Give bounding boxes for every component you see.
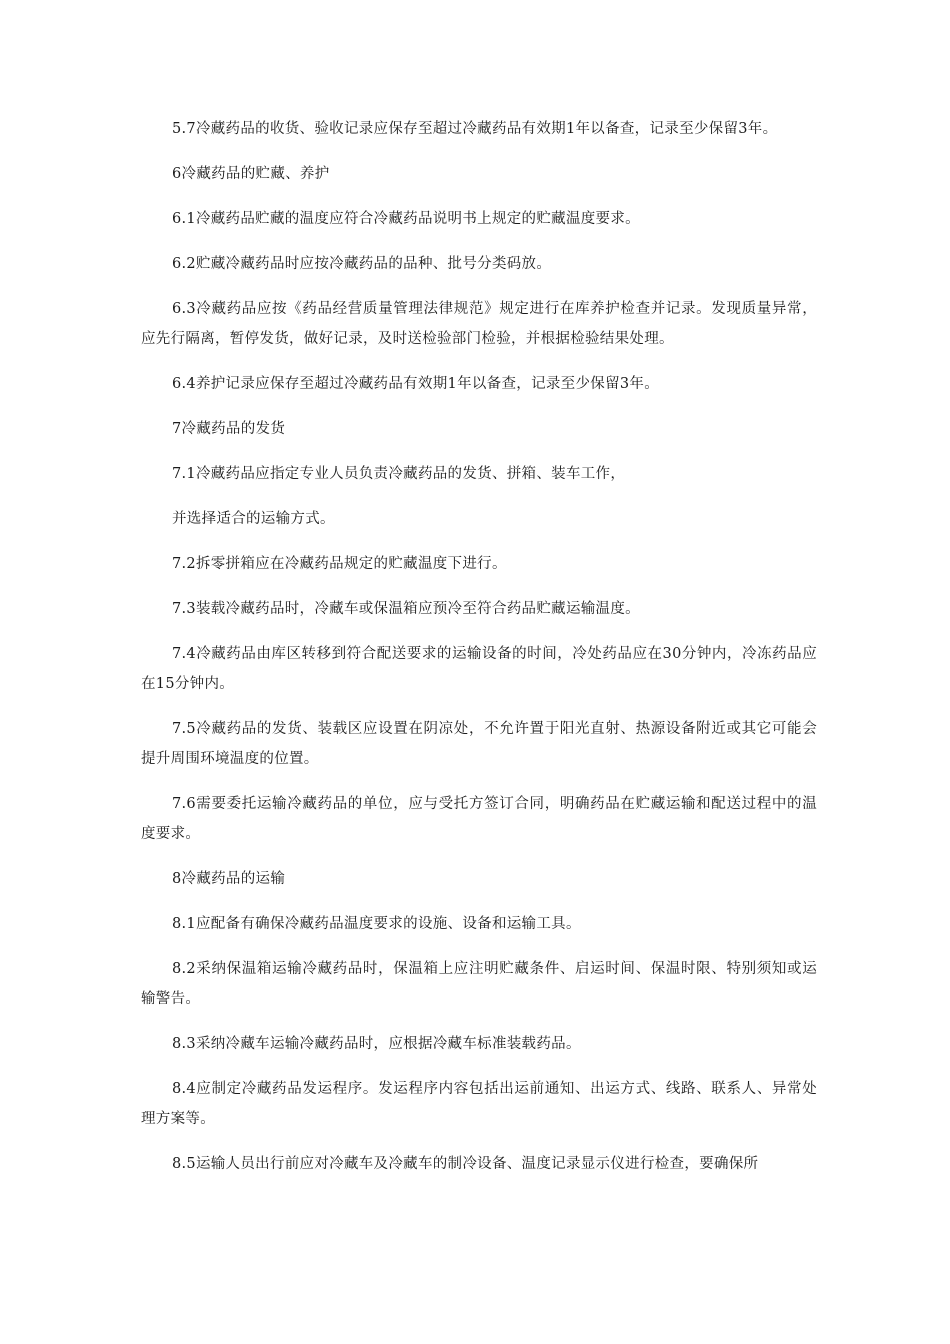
- section-heading-7: 7冷藏药品的发货: [172, 421, 286, 437]
- paragraph-7-1-continued: 并选择适合的运输方式。: [172, 511, 335, 527]
- paragraph-6-3: 6.3冷藏药品应按《药品经营质量管理法律规范》规定进行在库养护检查并记录。发现质量异常，应先行隔离，暂停发货，做好记录，及时送检验部门检验，并根据检验结果处理。: [141, 301, 817, 347]
- paragraph-7-3: 7.3装载冷藏药品时，冷藏车或保温箱应预冷至符合药品贮藏运输温度。: [172, 601, 640, 617]
- paragraph-7-6: 7.6需要委托运输冷藏药品的单位，应与受托方签订合同，明确药品在贮藏运输和配送过程中的温度要求。: [141, 796, 817, 842]
- paragraph-7-4: 7.4冷藏药品由库区转移到符合配送要求的运输设备的时间，冷处药品应在30分钟内，冷冻药品应在15分钟内。: [141, 646, 817, 692]
- paragraph-5-7: 5.7冷藏药品的收货、验收记录应保存至超过冷藏药品有效期1年以备查，记录至少保留3年。: [172, 121, 778, 137]
- paragraph-8-4: 8.4应制定冷藏药品发运程序。发运程序内容包括出运前通知、出运方式、线路、联系人、异常处理方案等。: [141, 1081, 817, 1127]
- paragraph-7-5: 7.5冷藏药品的发货、装载区应设置在阴凉处，不允许置于阳光直射、热源设备附近或其它可能会提升周围环境温度的位置。: [141, 721, 817, 767]
- paragraph-8-3: 8.3采纳冷藏车运输冷藏药品时，应根据冷藏车标准装载药品。: [172, 1036, 581, 1052]
- paragraph-8-1: 8.1应配备有确保冷藏药品温度要求的设施、设备和运输工具。: [172, 916, 581, 932]
- paragraph-6-1: 6.1冷藏药品贮藏的温度应符合冷藏药品说明书上规定的贮藏温度要求。: [172, 211, 640, 227]
- document-body: [141, 114, 817, 1194]
- section-heading-8: 8冷藏药品的运输: [172, 871, 286, 887]
- paragraph-7-2: 7.2拆零拼箱应在冷藏药品规定的贮藏温度下进行。: [172, 556, 507, 572]
- section-heading-6: 6冷藏药品的贮藏、养护: [172, 166, 330, 182]
- paragraph-7-1: 7.1冷藏药品应指定专业人员负责冷藏药品的发货、拼箱、装车工作，: [172, 466, 626, 482]
- paragraph-8-5: 8.5运输人员出行前应对冷藏车及冷藏车的制冷设备、温度记录显示仪进行检查，要确保所: [172, 1156, 759, 1172]
- paragraph-6-4: 6.4养护记录应保存至超过冷藏药品有效期1年以备查，记录至少保留3年。: [172, 376, 660, 392]
- paragraph-8-2: 8.2采纳保温箱运输冷藏药品时，保温箱上应注明贮藏条件、启运时间、保温时限、特别须知或运输警告。: [141, 961, 817, 1007]
- paragraph-6-2: 6.2贮藏冷藏药品时应按冷藏药品的品种、批号分类码放。: [172, 256, 552, 272]
